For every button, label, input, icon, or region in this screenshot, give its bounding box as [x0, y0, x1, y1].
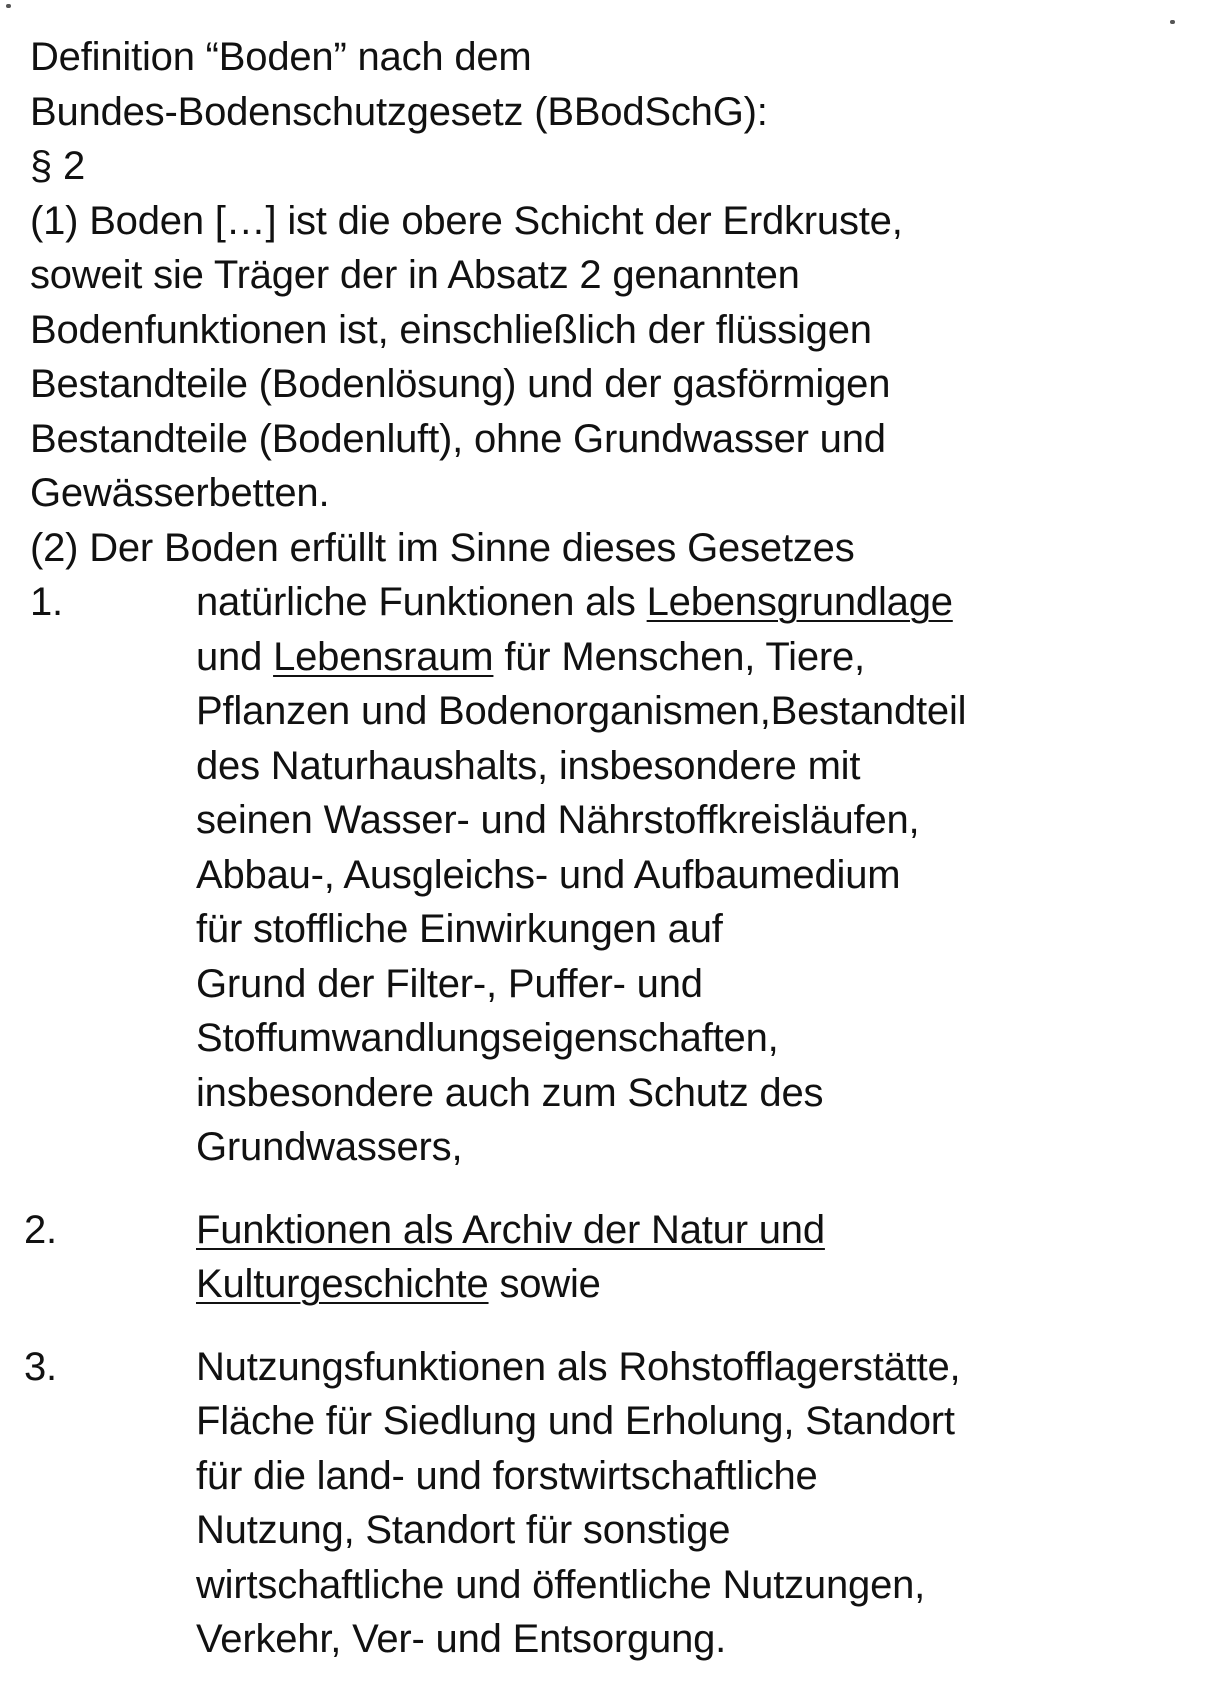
- list-item-line: Nutzung, Standort für sonstige: [196, 1508, 731, 1552]
- heading-line-2: Bundes-Bodenschutzgesetz (BBodSchG):: [30, 89, 768, 134]
- paragraph-1-line: Bestandteile (Bodenluft), ohne Grundwasser und: [30, 416, 886, 461]
- paragraph-1-line: soweit sie Träger der in Absatz 2 genannten: [30, 253, 800, 297]
- list-item: [24, 1203, 1180, 1312]
- list-item-line: Pflanzen und Bodenorganismen,Bestandteil: [196, 689, 967, 733]
- list-item-line: des Naturhaushalts, insbesondere mit: [196, 743, 861, 788]
- list-item-number: 1.: [30, 580, 63, 624]
- list-item-line: seinen Wasser- und Nährstoffkreisläufen,: [196, 798, 920, 842]
- list-item-line: [196, 1203, 1180, 1258]
- document-text: [24, 30, 1180, 1667]
- scan-speck: [1170, 20, 1175, 24]
- list-item-line: Stoffumwandlungseigenschaften,: [196, 1016, 779, 1060]
- heading-line-1: Definition “Boden” nach dem: [30, 35, 532, 79]
- list-item-body: [196, 575, 1180, 1175]
- list-item-line: [196, 1257, 1180, 1312]
- paragraph-1-line: Gewässerbetten.: [30, 471, 330, 515]
- paragraph-1-line: Bodenfunktionen ist, einschließlich der flüssigen: [30, 307, 872, 352]
- list-item-line: wirtschaftliche und öffentliche Nutzungen,: [196, 1562, 926, 1607]
- scan-speck: [6, 4, 11, 8]
- text-run: sowie: [488, 1262, 601, 1306]
- underlined-term: Funktionen als Archiv der Natur und: [196, 1207, 825, 1252]
- list-item: [24, 1340, 1180, 1667]
- paragraph-1-line: (1) Boden […] ist die obere Schicht der Erdkruste,: [30, 198, 903, 243]
- underlined-term: Lebensraum: [273, 634, 494, 679]
- text-run: für Menschen, Tiere,: [493, 634, 865, 679]
- list-item-line: für stoffliche Einwirkungen auf: [196, 907, 723, 951]
- list-item-number: 3.: [24, 1344, 57, 1389]
- underlined-term: Lebensgrundlage: [646, 580, 953, 624]
- list-item-body: [196, 1340, 1180, 1667]
- list-item-line: Verkehr, Ver- und Entsorgung.: [196, 1617, 727, 1661]
- list-item-line: Grund der Filter-, Puffer- und: [196, 961, 703, 1006]
- list-item: [30, 575, 1180, 1175]
- paragraph-1-line: Bestandteile (Bodenlösung) und der gasförmigen: [30, 362, 891, 406]
- list-item-line: Grundwassers,: [196, 1125, 463, 1169]
- list-item-number: 2.: [24, 1207, 57, 1252]
- list-item-line: Abbau-, Ausgleichs- und Aufbaumedium: [196, 852, 901, 897]
- list-item-line: insbesondere auch zum Schutz des: [196, 1070, 824, 1115]
- list-item-line: [196, 575, 1180, 630]
- list-item-line: [196, 630, 1180, 685]
- list-item-body: [196, 1203, 1180, 1312]
- text-run: und: [196, 634, 274, 679]
- paragraph-2-intro: (2) Der Boden erfüllt im Sinne dieses Gesetzes: [30, 525, 855, 570]
- underlined-term: Kulturgeschichte: [196, 1262, 489, 1306]
- list-item-line: Fläche für Siedlung und Erholung, Standort: [196, 1399, 955, 1443]
- list-item-line: für die land- und forstwirtschaftliche: [196, 1453, 818, 1498]
- text-run: natürliche Funktionen als: [196, 580, 647, 624]
- list-item-line: Nutzungsfunktionen als Rohstofflagerstätte,: [196, 1344, 961, 1389]
- section-number: § 2: [30, 144, 86, 188]
